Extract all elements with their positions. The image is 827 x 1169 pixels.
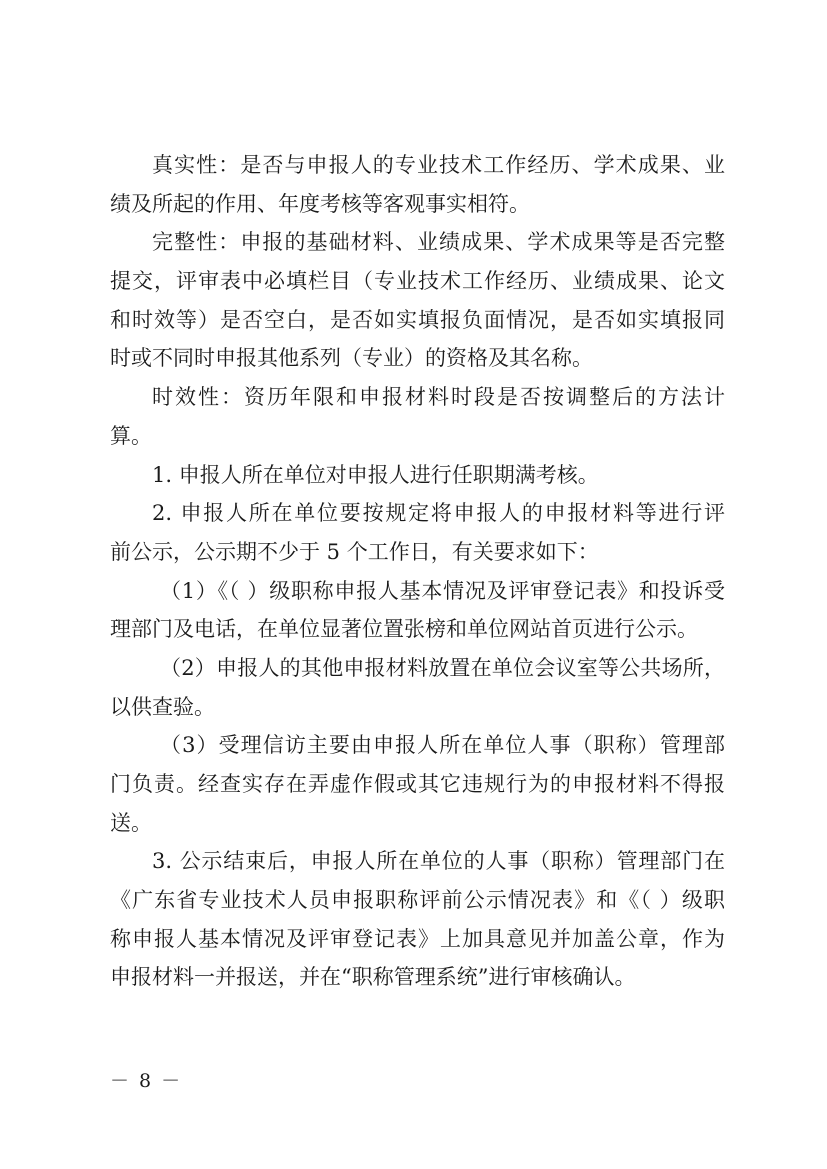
document-body bbox=[110, 146, 725, 997]
paragraph-item-1 bbox=[110, 456, 725, 495]
text-line: 以供查验。 bbox=[110, 694, 215, 719]
text-line: 理部门及电话，在单位显著位置张榜和单位网站首页进行公示。 bbox=[110, 617, 698, 642]
text-line: 完整性：申报的基础材料、业绩成果、学术成果等是否完整 bbox=[152, 230, 725, 255]
paragraph-authenticity bbox=[110, 146, 725, 223]
text-line: 真实性：是否与申报人的专业技术工作经历、学术成果、业 bbox=[152, 153, 725, 177]
text-line: 门负责。经查实存在弄虚作假或其它违规行为的申报材料不得报 bbox=[110, 772, 725, 796]
text-line: 时或不同时申报其他系列（专业）的资格及其名称。 bbox=[110, 346, 593, 371]
paragraph-completeness bbox=[110, 223, 725, 378]
text-line: 绩及所起的作用、年度考核等客观事实相符。 bbox=[110, 191, 530, 216]
text-line: 称申报人基本情况及评审登记表》上加具意见并加盖公章，作为 bbox=[110, 926, 725, 951]
text-line: 1. 申报人所在单位对申报人进行任职期满考核。 bbox=[152, 462, 599, 487]
text-line: （1）《（ ）级职称申报人基本情况及评审登记表》和投诉受 bbox=[160, 578, 725, 603]
text-line: 《广东省专业技术人员申报职称评前公示情况表》和《（ ）级职 bbox=[110, 888, 725, 913]
text-line: 申报材料一并报送，并在“职称管理系统”进行审核确认。 bbox=[110, 965, 636, 990]
text-line: （3）受理信访主要由申报人所在单位人事（职称）管理部 bbox=[160, 733, 725, 758]
text-line: 算。 bbox=[110, 423, 152, 448]
text-line: （2）申报人的其他申报材料放置在单位会议室等公共场所， bbox=[160, 655, 725, 680]
text-line: 和时效等）是否空白，是否如实填报负面情况，是否如实填报同 bbox=[110, 307, 725, 332]
paragraph-item-2 bbox=[110, 494, 725, 571]
paragraph-subitem-3 bbox=[110, 726, 725, 842]
paragraph-subitem-2 bbox=[110, 649, 725, 726]
paragraph-item-3 bbox=[110, 842, 725, 997]
text-line: 前公示，公示期不少于 5 个工作日，有关要求如下： bbox=[110, 539, 599, 564]
text-line: 2. 申报人所在单位要按规定将申报人的申报材料等进行评 bbox=[152, 501, 725, 526]
text-line: 时效性：资历年限和申报材料时段是否按调整后的方法计 bbox=[152, 385, 725, 410]
text-line: 3. 公示结束后，申报人所在单位的人事（职称）管理部门在 bbox=[152, 849, 725, 874]
text-line: 送。 bbox=[110, 810, 152, 835]
text-line: 提交，评审表中必填栏目（专业技术工作经历、业绩成果、论文 bbox=[110, 269, 725, 294]
paragraph-subitem-1 bbox=[110, 572, 725, 649]
page-number: － 8 － bbox=[110, 1070, 183, 1092]
paragraph-timeliness bbox=[110, 378, 725, 455]
